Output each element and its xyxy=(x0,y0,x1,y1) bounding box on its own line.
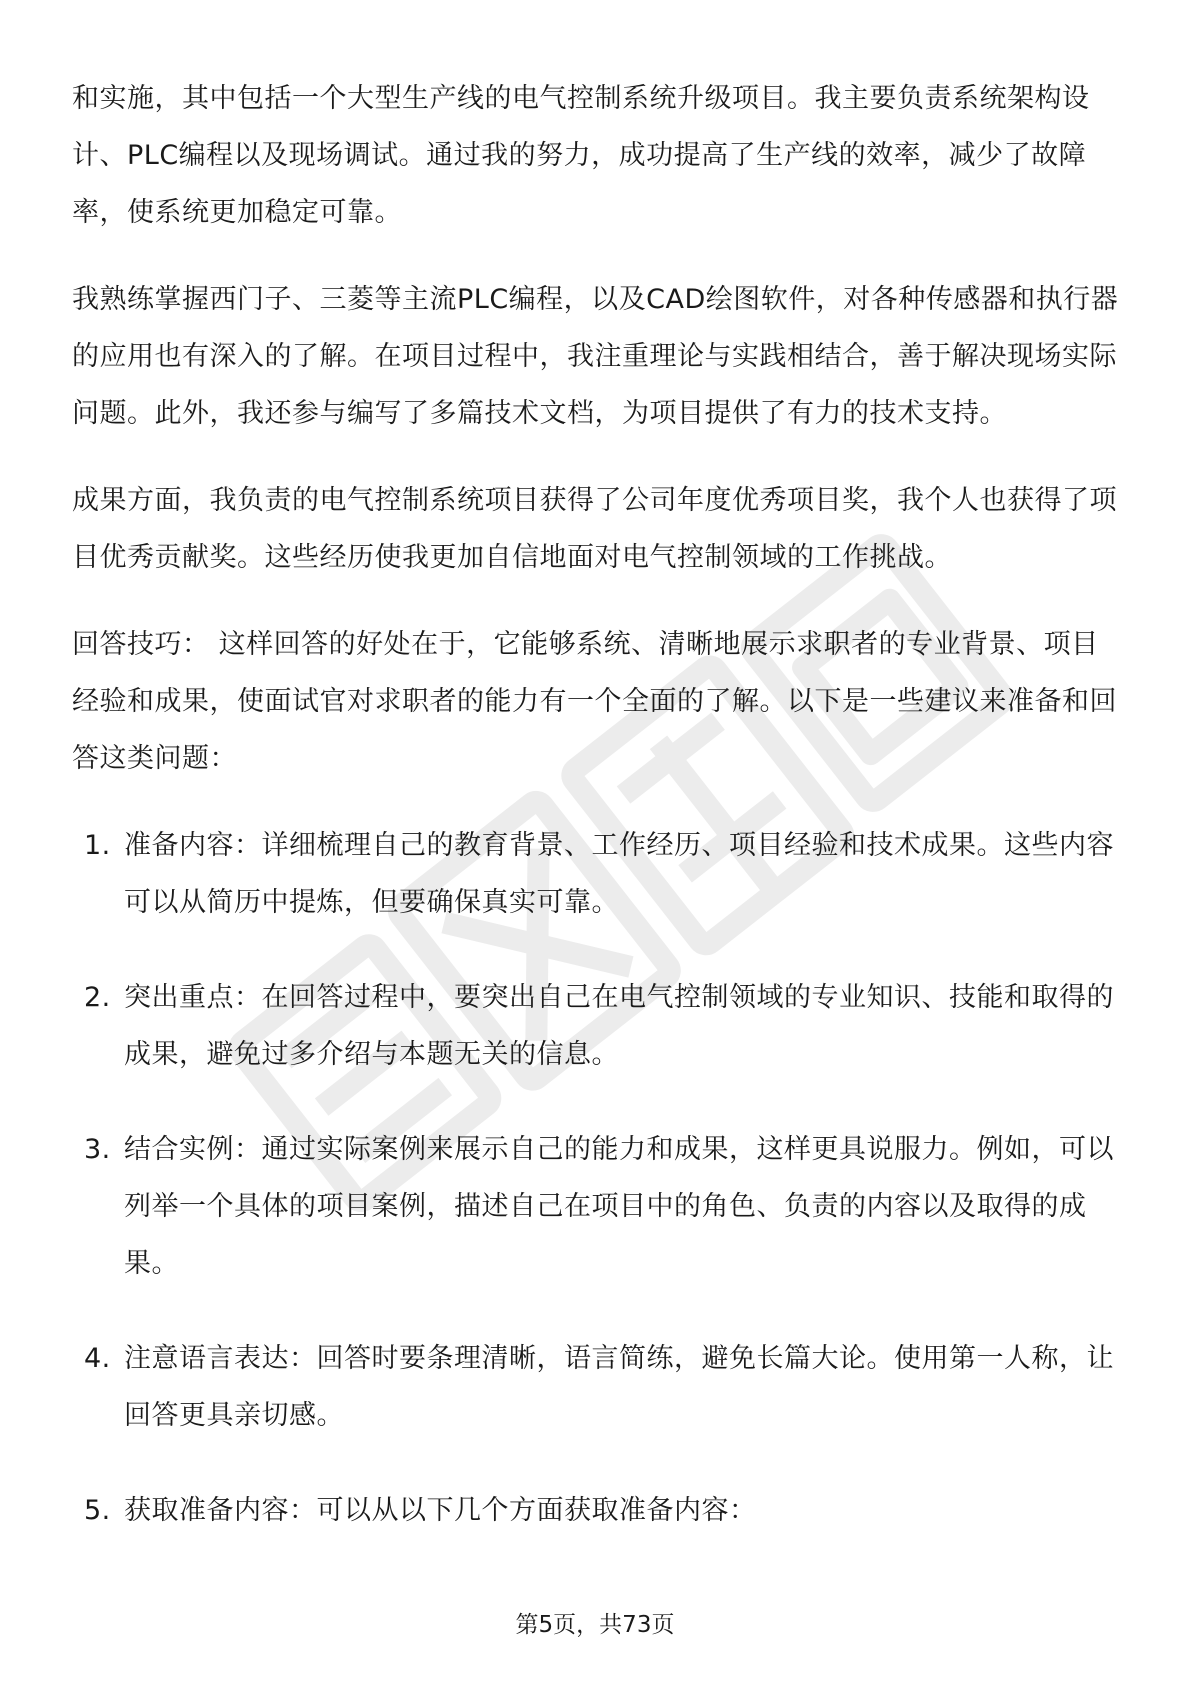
list-item-text: 结合实例：通过实际案例来展示自己的能力和成果，这样更具说服力。例如，可以列举一个具体的项目案例，描述自己在项目中的角色、负责的内容以及取得的成果。 xyxy=(124,1134,1114,1279)
paragraph-achievements: 成果方面，我负责的电气控制系统项目获得了公司年度优秀项目奖，我个人也获得了项目优秀贡献奖。这些经历使我更加自信地面对电气控制领域的工作挑战。 xyxy=(72,485,1117,573)
tips-list xyxy=(72,817,1122,1539)
list-item-text: 准备内容：详细梳理自己的教育背景、工作经历、项目经验和技术成果。这些内容可以从简历中提炼，但要确保真实可靠。 xyxy=(124,830,1114,918)
list-item xyxy=(72,1121,1122,1292)
document-body xyxy=(72,70,1122,1577)
list-item-number: 2. xyxy=(84,982,111,1013)
list-item-text: 突出重点：在回答过程中，要突出自己在电气控制领域的专业知识、技能和取得的成果，避免过多介绍与本题无关的信息。 xyxy=(124,982,1114,1070)
list-item xyxy=(72,1330,1122,1444)
paragraph-project-experience: 和实施，其中包括一个大型生产线的电气控制系统升级项目。我主要负责系统架构设计、PLC编程以及现场调试。通过我的努力，成功提高了生产线的效率，减少了故障率，使系统更加稳定可靠。 xyxy=(72,83,1090,228)
list-item-number: 4. xyxy=(84,1343,111,1374)
paragraph-answer-tips: 回答技巧： 这样回答的好处在于，它能够系统、清晰地展示求职者的专业背景、项目经验和成果，使面试官对求职者的能力有一个全面的了解。以下是一些建议来准备和回答这类问题： xyxy=(72,629,1117,774)
list-item-text: 注意语言表达：回答时要条理清晰，语言简练，避免长篇大论。使用第一人称，让回答更具亲切感。 xyxy=(124,1343,1114,1431)
list-item xyxy=(72,969,1122,1083)
list-item-number: 1. xyxy=(84,830,111,861)
list-item-number: 3. xyxy=(84,1134,111,1165)
list-item xyxy=(72,1482,1122,1539)
page-number-footer: 第5页，共73页 xyxy=(515,1612,675,1638)
list-item-number: 5. xyxy=(84,1495,111,1526)
paragraph-skills: 我熟练掌握西门子、三菱等主流PLC编程，以及CAD绘图软件，对各种传感器和执行器的应用也有深入的了解。在项目过程中，我注重理论与实践相结合，善于解决现场实际问题。此外，我还参与编写了多篇技术文档，为项目提供了有力的技术支持。 xyxy=(72,284,1119,429)
list-item-text: 获取准备内容：可以从以下几个方面获取准备内容： xyxy=(124,1495,757,1526)
list-item xyxy=(72,817,1122,931)
